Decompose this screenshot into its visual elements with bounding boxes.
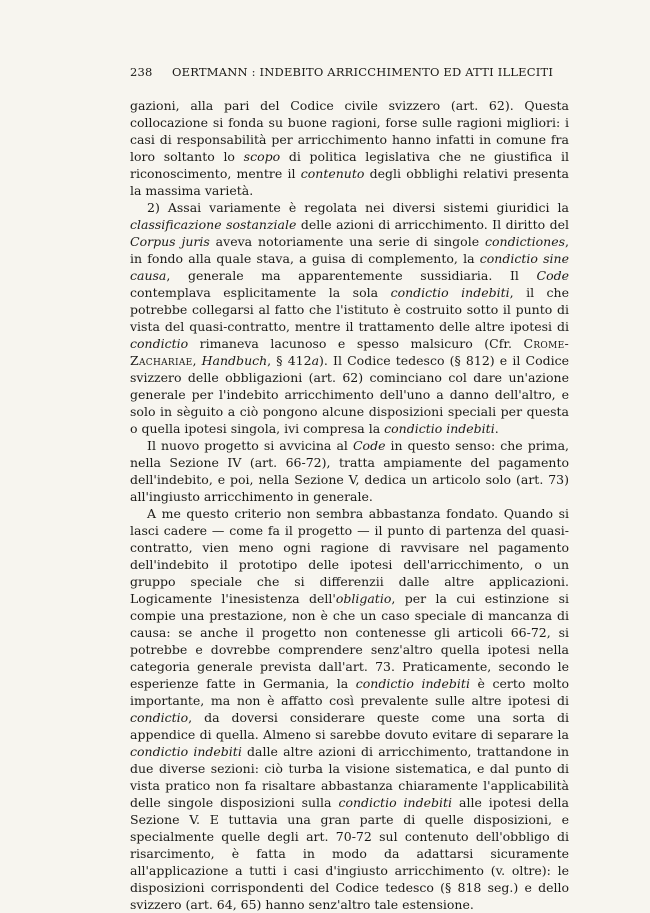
text-run: 2) Assai variamente è regolata nei diversi sistemi giuridici la [147,200,569,215]
italic-run: condictio indebiti [390,285,510,300]
text-run: in questo senso: che prima, nella Sezione IV (art. 66-72), tratta ampiamente del pagamento dell'indebito, e poi, nella Sezione V, dedica un articolo solo (art. 73) all'ingiusto arricchimento in generale. [130,438,570,504]
text-run: contemplava esplicitamente la sola [130,285,391,300]
italic-run: Handbuch [201,353,268,368]
paragraph [130,437,569,505]
small-caps-run: Crome-Zachariae [130,336,569,368]
italic-run: a [311,353,320,368]
text-run: Il nuovo progetto si avvicina al [147,438,353,453]
text-run: aveva notoriamente una serie di singole [209,234,486,249]
italic-run: condictio [130,336,189,351]
running-title: OERTMANN : INDEBITO ARRICCHIMENTO ED ATTI ILLECITI [172,65,554,79]
text-run: , [192,353,202,368]
text-run: , in fondo alla quale stava, a guisa di complemento, la [130,234,569,266]
italic-run: Code [536,268,569,283]
text-run: , generale ma apparentemente sussidiaria. Il [166,268,537,283]
italic-run: contenuto [300,166,365,181]
text-run: , per la cui estinzione si compie una prestazione, non è che un caso speciale di mancanza di causa: se anche il progetto non contenesse gli articoli 66-72, si potrebbe e dovrebbe comprendere senz'altro quella ipotesi nella categoria generale prevista dall'art. 73. Praticamente, secondo le esperienze fatte in Germania, la [130,591,569,691]
text-run: è certo molto importante, ma non è affatto così prevalente sulle altre ipotesi di [130,676,569,708]
text-run: di politica legislativa che ne giustifica il riconoscimento, mentre il [130,149,570,181]
body-text [130,97,569,913]
paragraph [130,505,569,913]
page-number: 238 [130,65,153,79]
italic-run: Code [352,438,386,453]
text-run: , § 412 [267,353,312,368]
text-run: alle ipotesi della Sezione V. E tuttavia una gran parte di quelle disposizioni, e specialmente quelle degli art. 70-72 sul contenuto dell'obbligo di risarcimento, è fatta in modo da adattarsi sicuramente all'applicazione a tutti i casi d'ingiusto arricchimento (v. oltre): le disposizioni corrispondenti del Codice tedesco (§ 818 seg.) e dello svizzero (art. 64, 65) hanno senz'altro tale estensione. [130,795,569,912]
text-run: degli obblighi relativi presenta la massima varietà. [130,166,569,198]
italic-run: obligatio [335,591,392,606]
text-run: , il che potrebbe collegarsi al fatto che l'istituto è costruito sotto il punto di vista del quasi-contratto, mentre il trattamento delle altre ipotesi di [130,285,570,334]
text-run: . [494,421,499,436]
italic-run: classificazione sostanziale [130,217,297,232]
text-run: ). Il Codice tedesco (§ 812) e il Codice svizzero delle obbligazioni (art. 62) cominciano col dare un'azione generale per l'indebito arricchimento dell'uno a danno dell'altro, e solo in sèguito a ciò pongono alcune disposizioni speciali per questa o quella ipotesi singola, ivi compresa la [130,353,569,436]
italic-run: condictio indebiti [384,421,495,436]
italic-run: condictio indebiti [355,676,470,691]
italic-run: condictio indebiti [338,795,453,810]
paragraph [130,199,569,437]
text-run: gazioni, alla pari del Codice civile svizzero (art. 62). Questa collocazione si fonda su buone ragioni, forse sulle ragioni migliori: i casi di responsabilità per arricchimento hanno infatti in comune fra loro soltanto lo [130,98,569,164]
italic-run: condictiones [485,234,566,249]
paragraph [130,97,569,199]
text-run: dalle altre azioni di arricchimento, trattandone in due diverse sezioni: ciò turba la visione sistematica, e dal punto di vista pratico non fa risaltare abbastanza chiaramente l'applicabilità delle singole disposizioni sulla [130,744,569,810]
italic-run: condictio [130,710,189,725]
text-run: rimaneva lacunoso e spesso malsicuro (Cfr. [188,336,524,351]
italic-run: condictio sine causa [130,251,569,283]
text-run: , da doversi considerare queste come una sorta di appendice di quella. Almeno si sarebbe dovuto evitare di separare la [130,710,569,742]
text-run: delle azioni di arricchimento. Il diritto del [296,217,569,232]
italic-run: condictio indebiti [130,744,242,759]
text-run: A me questo criterio non sembra abbastanza fondato. Quando si lasci cadere — come fa il progetto — il punto di partenza del quasi-contratto, vien meno ogni ragione di ravvisare nel pagamento dell'indebito il prototipo delle ipotesi dell'arricchimento, o un gruppo speciale che si differenzii dalle altre applicazioni. Logicamente l'inesistenza dell' [130,506,569,606]
italic-run: scopo [243,149,281,164]
italic-run: Corpus juris [130,234,210,249]
